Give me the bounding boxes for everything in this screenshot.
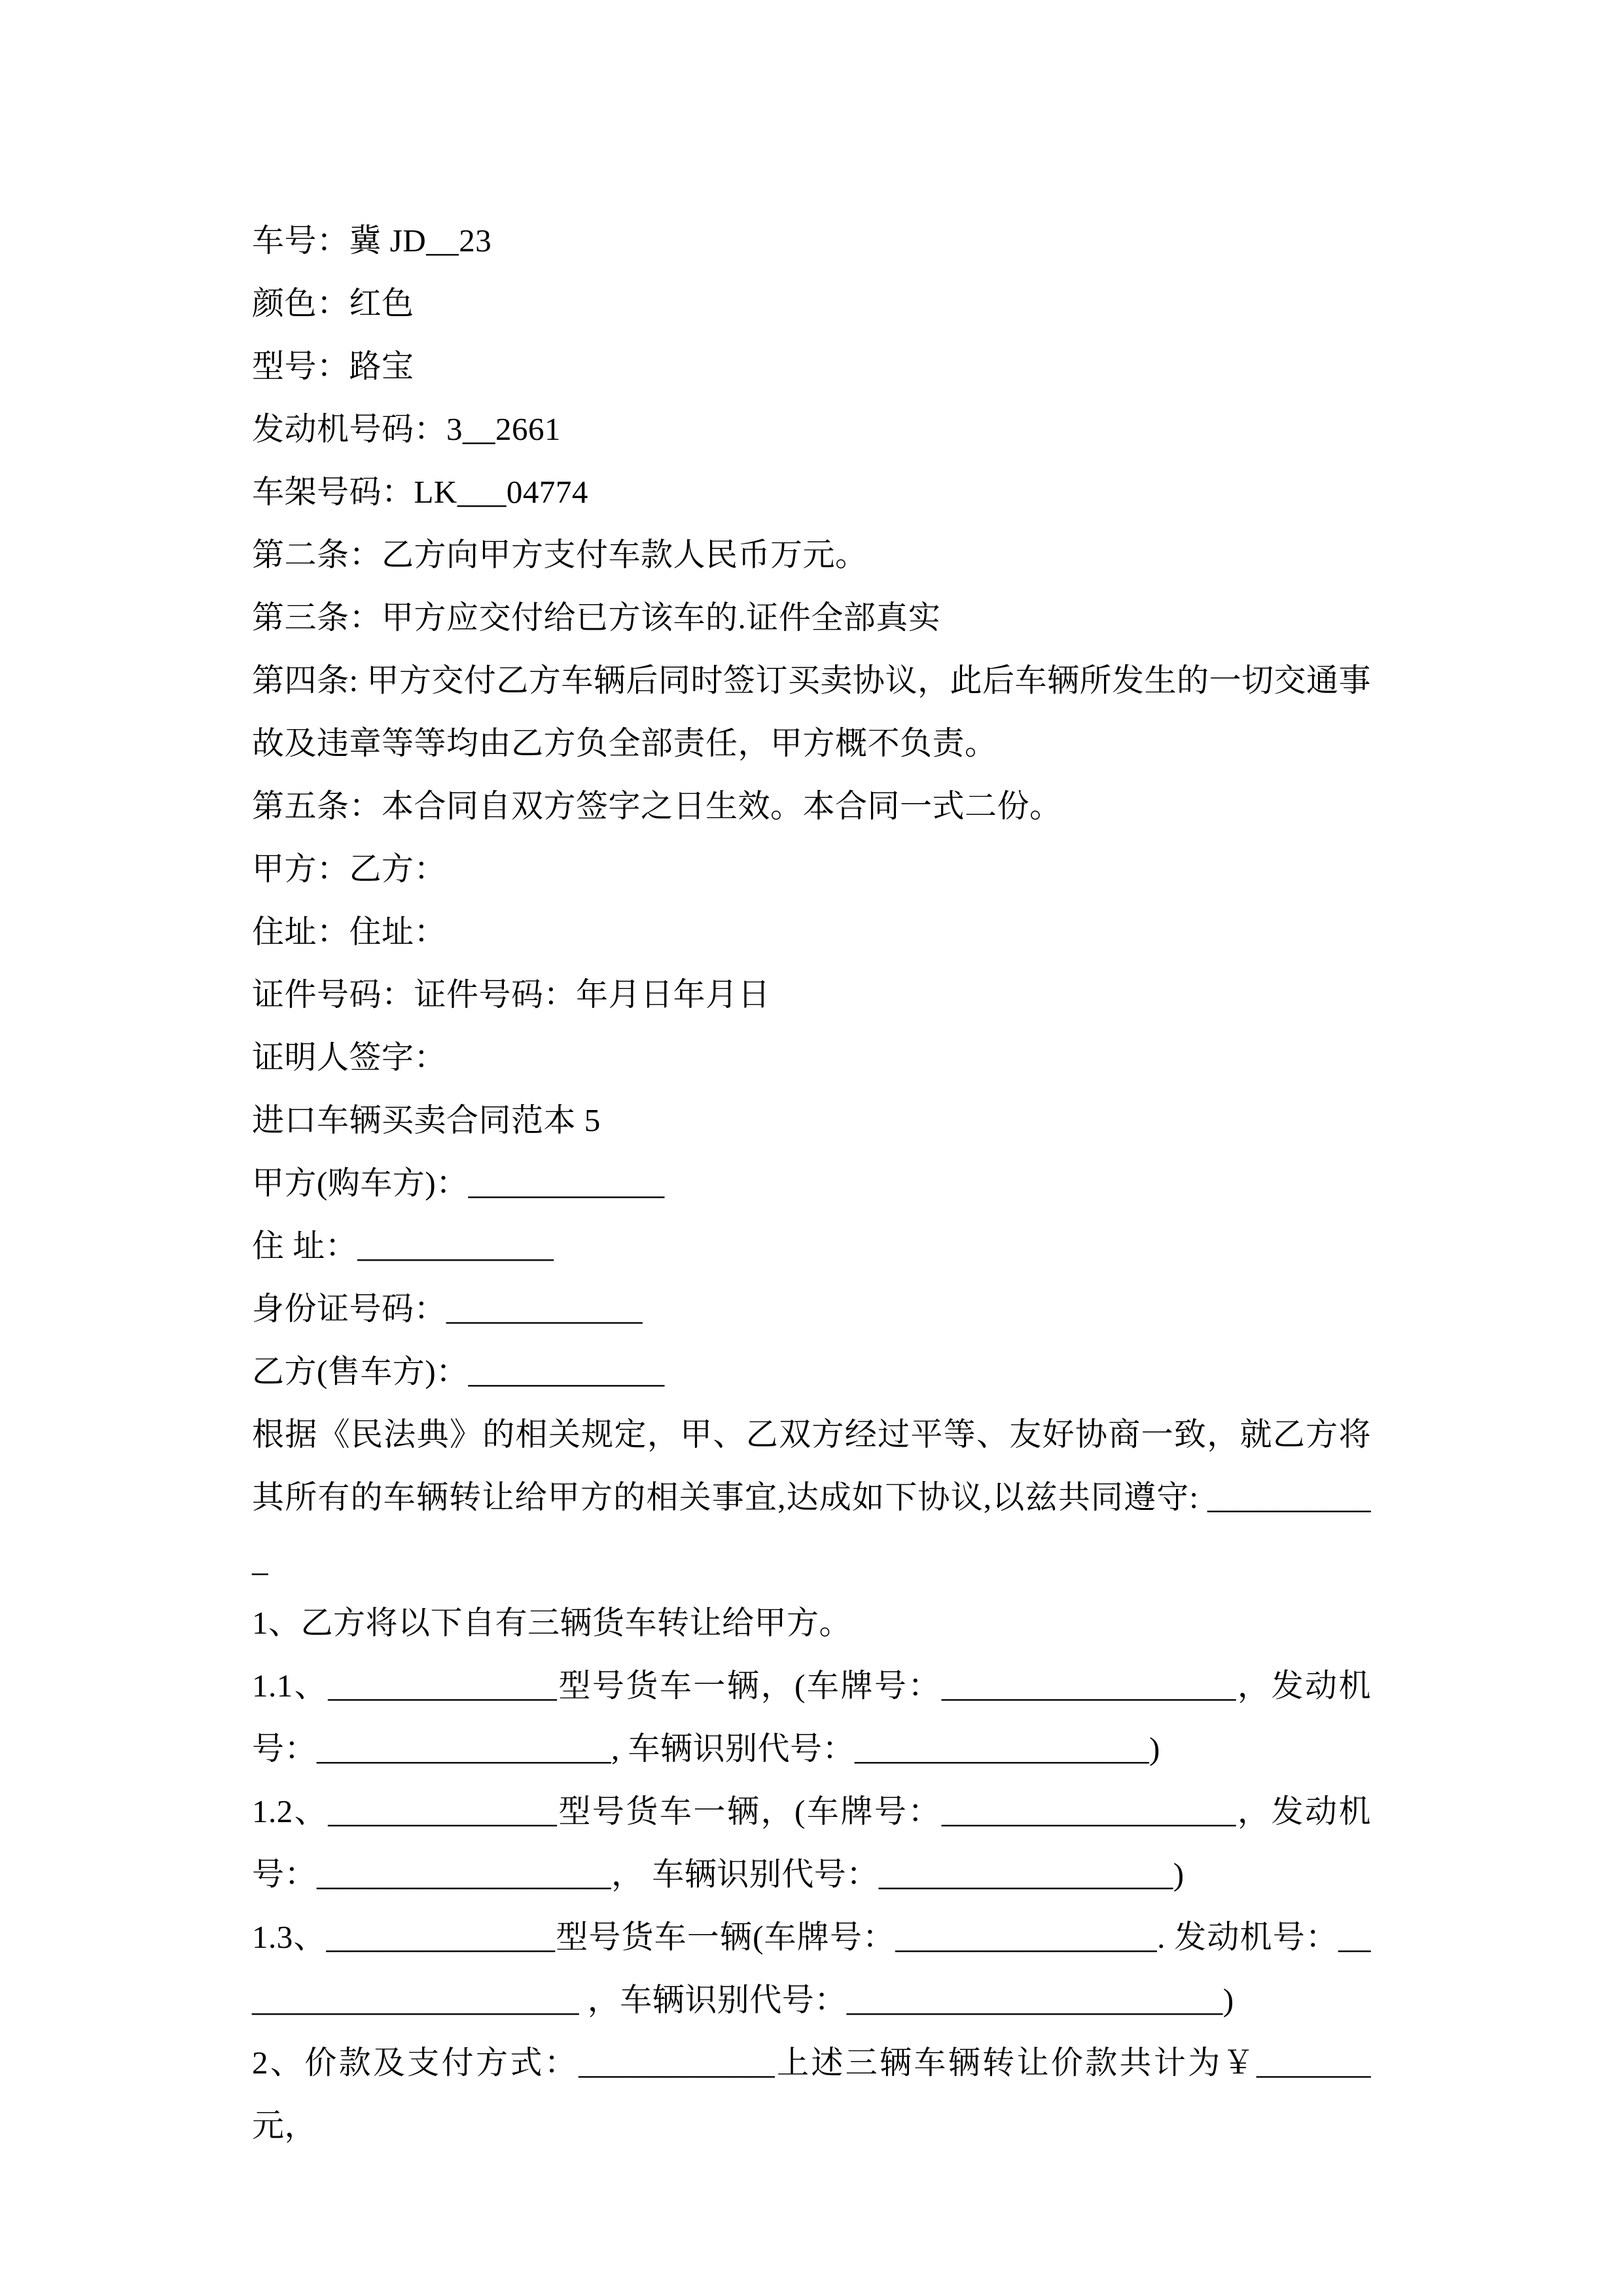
paragraph-vehicle-model: 型号：路宝 [252, 348, 414, 384]
paragraph-id-number-date: 证件号码：证件号码：年月日年月日 [252, 977, 771, 1013]
paragraph-civil-code-intro: 根据《民法典》的相关规定，甲、乙双方经过平等、友好协商一致，就乙方将其所有的车辆转让给甲方的相关事宜,达成如下协议,以兹共同遵守: ___________ [252, 1416, 1371, 1578]
paragraph-address-blank: 住 址：____________ [252, 1228, 554, 1264]
paragraph-clause-5: 第五条：本合同自双方签字之日生效。本合同一式二份。 [252, 788, 1062, 824]
paragraph-address-labels: 住址：住址： [252, 914, 447, 950]
paragraph-engine-number: 发动机号码：3__2661 [252, 411, 562, 447]
paragraph-party-a-b: 甲方：乙方： [252, 851, 447, 887]
paragraph-item-1: 1、乙方将以下自有三辆货车转让给甲方。 [252, 1605, 852, 1641]
paragraph-clause-3: 第三条：甲方应交付给已方该车的.证件全部真实 [252, 600, 941, 636]
paragraph-item-1-3: 1.3、______________型号货车一辆(车牌号：________________. 发动机号：______________________ ，车辆识别代号：_______________________) [252, 1919, 1371, 2018]
paragraph-vehicle-number: 车号：冀 JD__23 [252, 223, 492, 259]
paragraph-id-card-blank: 身份证号码：____________ [252, 1291, 643, 1327]
paragraph-buyer-blank: 甲方(购车方)：____________ [252, 1165, 665, 1201]
paragraph-template-title-5: 进口车辆买卖合同范本 5 [252, 1102, 601, 1138]
paragraph-item-1-2: 1.2、______________型号货车一辆，(车牌号：__________________，发动机号：__________________， 车辆识别代号：__________________) [252, 1793, 1371, 1892]
paragraph-item-1-1: 1.1、______________型号货车一辆，(车牌号：__________________，发动机号：__________________, 车辆识别代号：__________________) [252, 1668, 1371, 1767]
paragraph-item-2-price: 2、价款及支付方式：____________上述三辆车辆转让价款共计为￥_______元， [252, 2045, 1371, 2144]
paragraph-vehicle-color: 颜色：红色 [252, 285, 414, 321]
paragraph-frame-number: 车架号码：LK___04774 [252, 474, 588, 510]
paragraph-witness-signature: 证明人签字： [252, 1039, 447, 1075]
paragraph-clause-2: 第二条：乙方向甲方支付车款人民币万元。 [252, 537, 868, 573]
document-body [252, 209, 1371, 2157]
paragraph-clause-4: 第四条: 甲方交付乙方车辆后同时签订买卖协议，此后车辆所发生的一切交通事故及违章等等均由乙方负全部责任，甲方概不负责。 [252, 662, 1371, 761]
paragraph-seller-blank: 乙方(售车方)：____________ [252, 1354, 665, 1390]
